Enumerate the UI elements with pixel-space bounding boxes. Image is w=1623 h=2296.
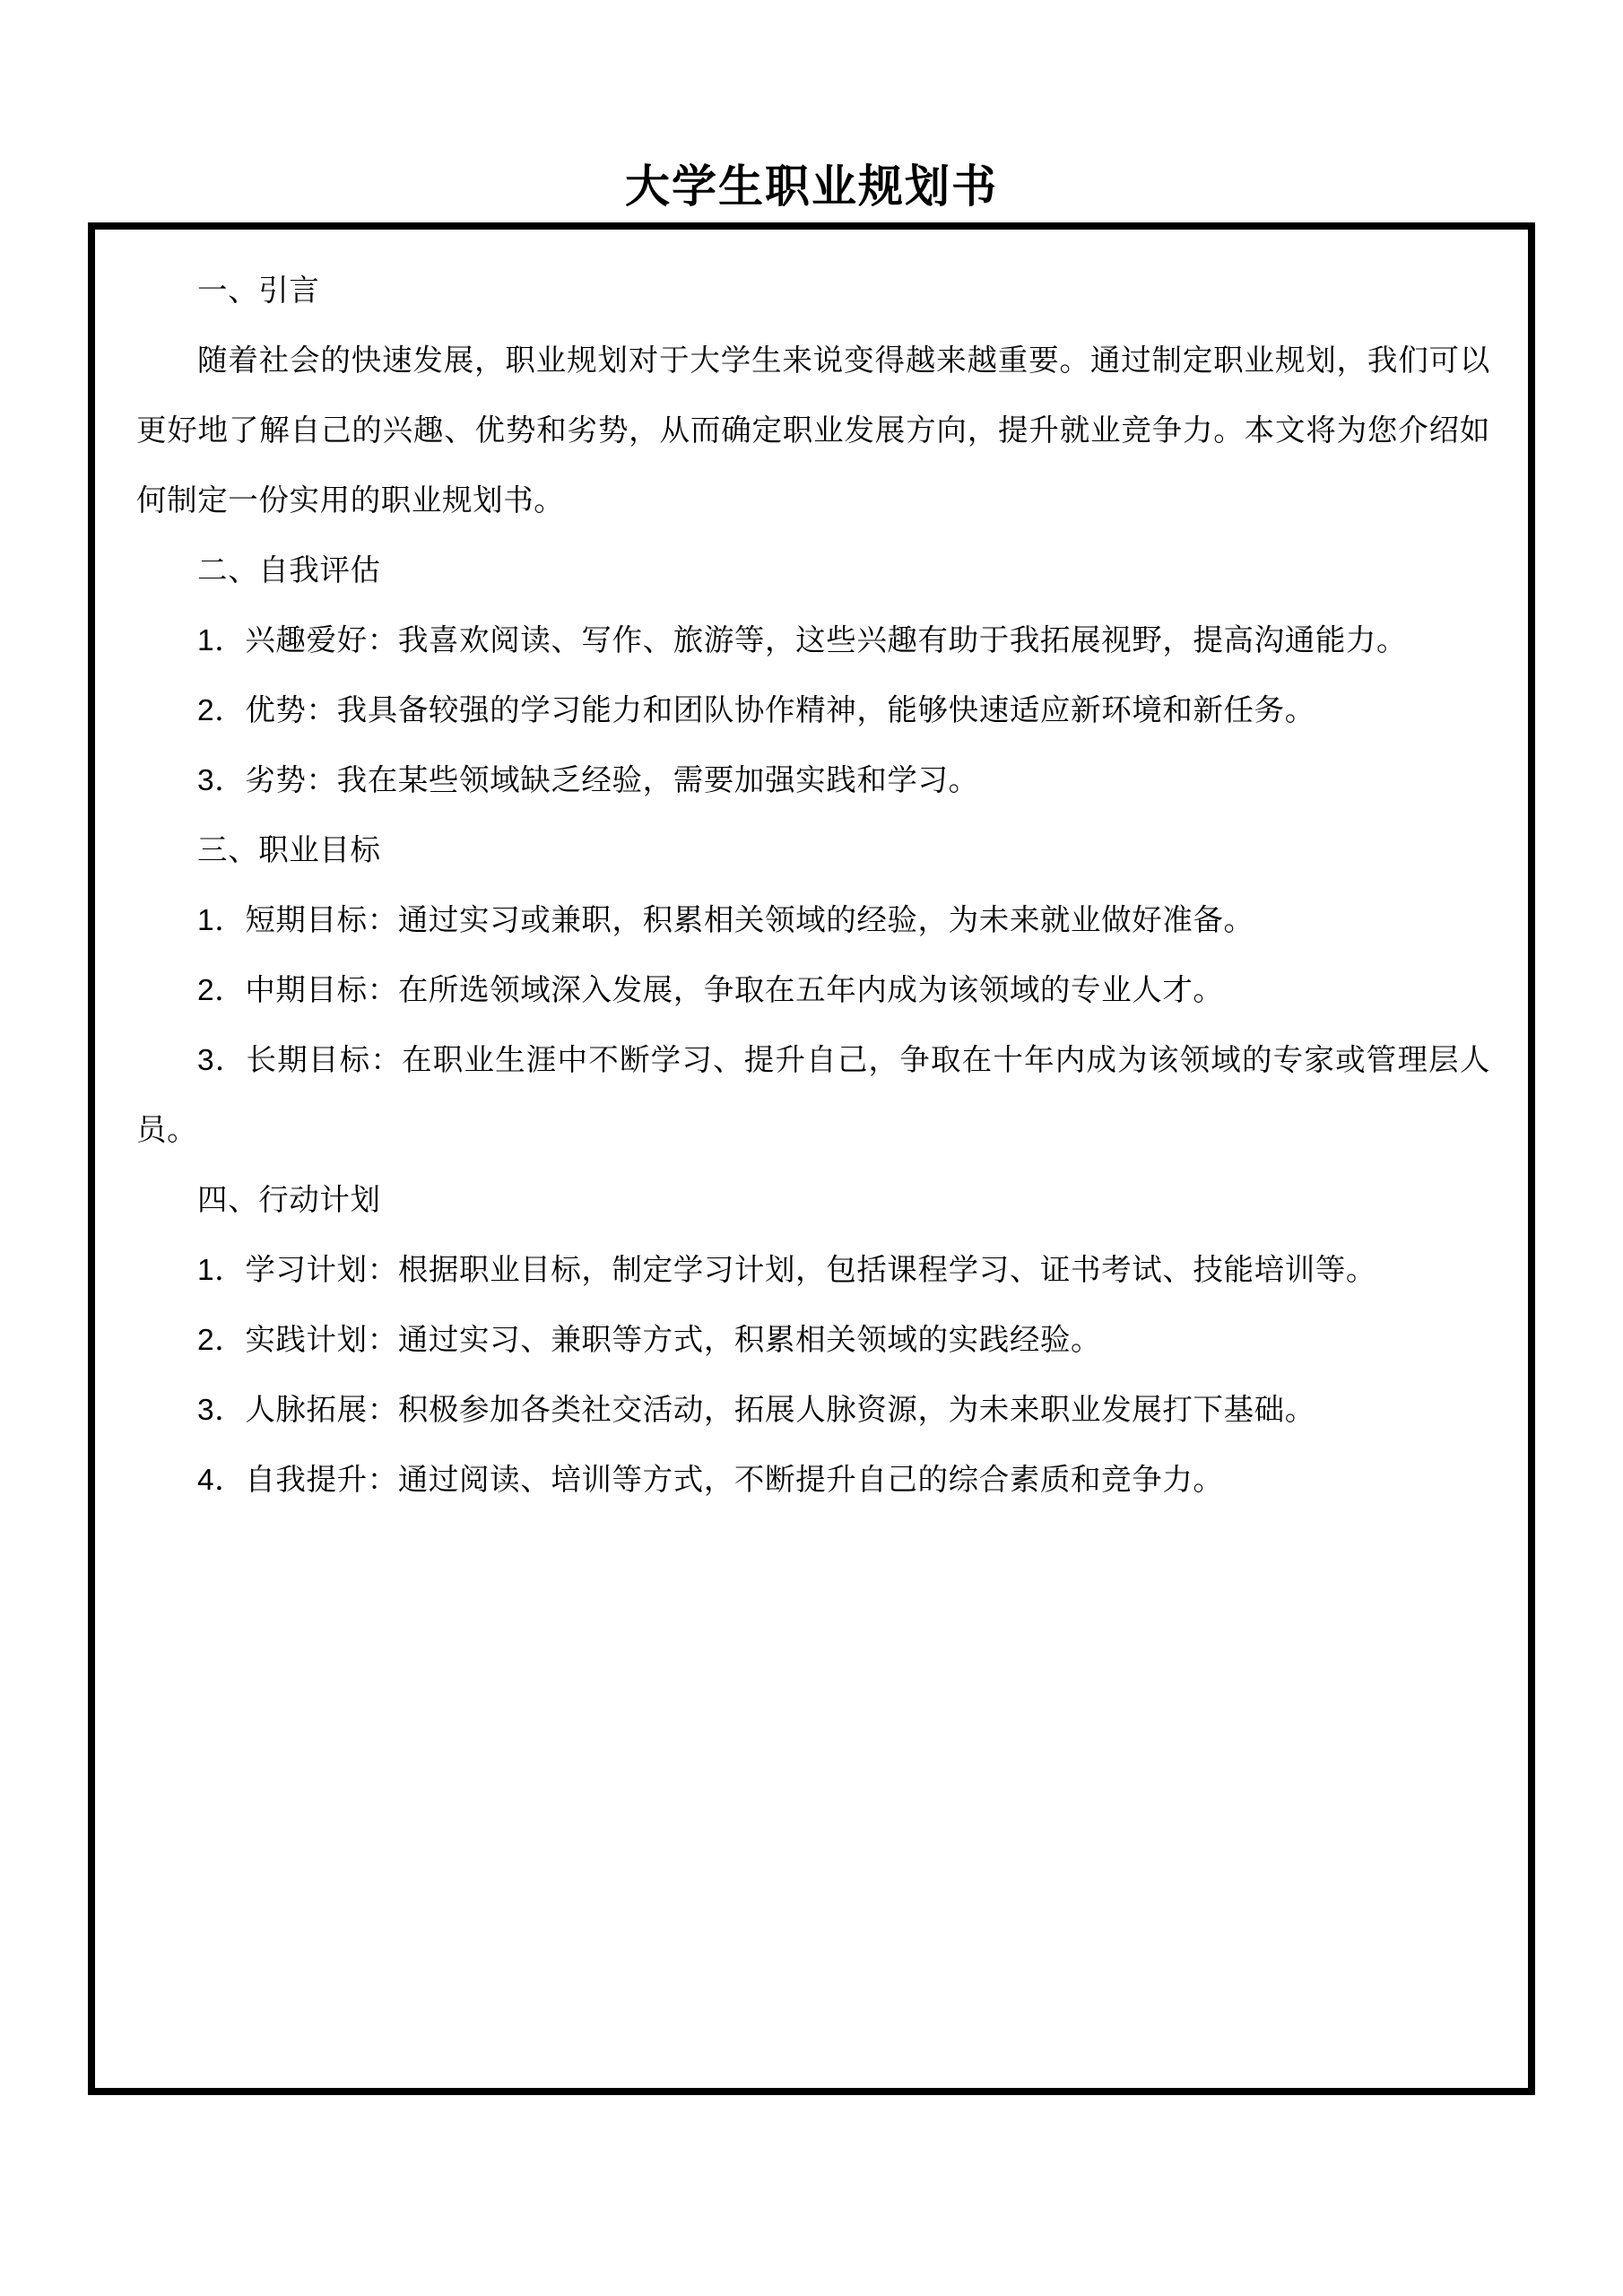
section-heading-2: 二、自我评估 [197, 554, 381, 587]
section-heading-1: 一、引言 [197, 274, 320, 308]
section-4-item-2: 2．实践计划：通过实习、兼职等方式，积累相关领域的实践经验。 [197, 1324, 1102, 1357]
section-heading-4: 四、行动计划 [197, 1184, 381, 1217]
document-body [136, 257, 1490, 1516]
section-4-item-1: 1．学习计划：根据职业目标，制定学习计划，包括课程学习、证书考试、技能培训等。 [197, 1254, 1377, 1287]
section-3-item-3: 3．长期目标：在职业生涯中不断学习、提升自己，争取在十年内成为该领域的专家或管理层人员。 [136, 1044, 1490, 1147]
section-2-item-1: 1．兴趣爱好：我喜欢阅读、写作、旅游等，这些兴趣有助于我拓展视野，提高沟通能力。 [197, 624, 1408, 657]
section-1-paragraph-1: 随着社会的快速发展，职业规划对于大学生来说变得越来越重要。通过制定职业规划，我们可以更好地了解自己的兴趣、优势和劣势，从而确定职业发展方向，提升就业竞争力。本文将为您介绍如何制定一份实用的职业规划书。 [136, 344, 1490, 517]
section-2-item-3: 3．劣势：我在某些领域缺乏经验，需要加强实践和学习。 [197, 764, 979, 797]
page-title: 大学生职业规划书 [625, 161, 998, 212]
section-3-item-1: 1．短期目标：通过实习或兼职，积累相关领域的经验，为未来就业做好准备。 [197, 904, 1254, 937]
section-3-item-2: 2．中期目标：在所选领域深入发展，争取在五年内成为该领域的专业人才。 [197, 974, 1224, 1007]
section-4-item-3: 3．人脉拓展：积极参加各类社交活动，拓展人脉资源，为未来职业发展打下基础。 [197, 1394, 1315, 1427]
document-frame [88, 222, 1535, 2095]
section-4-item-4: 4．自我提升：通过阅读、培训等方式，不断提升自己的综合素质和竞争力。 [197, 1464, 1224, 1497]
section-2-item-2: 2．优势：我具备较强的学习能力和团队协作精神，能够快速适应新环境和新任务。 [197, 694, 1315, 727]
section-heading-3: 三、职业目标 [197, 834, 381, 867]
